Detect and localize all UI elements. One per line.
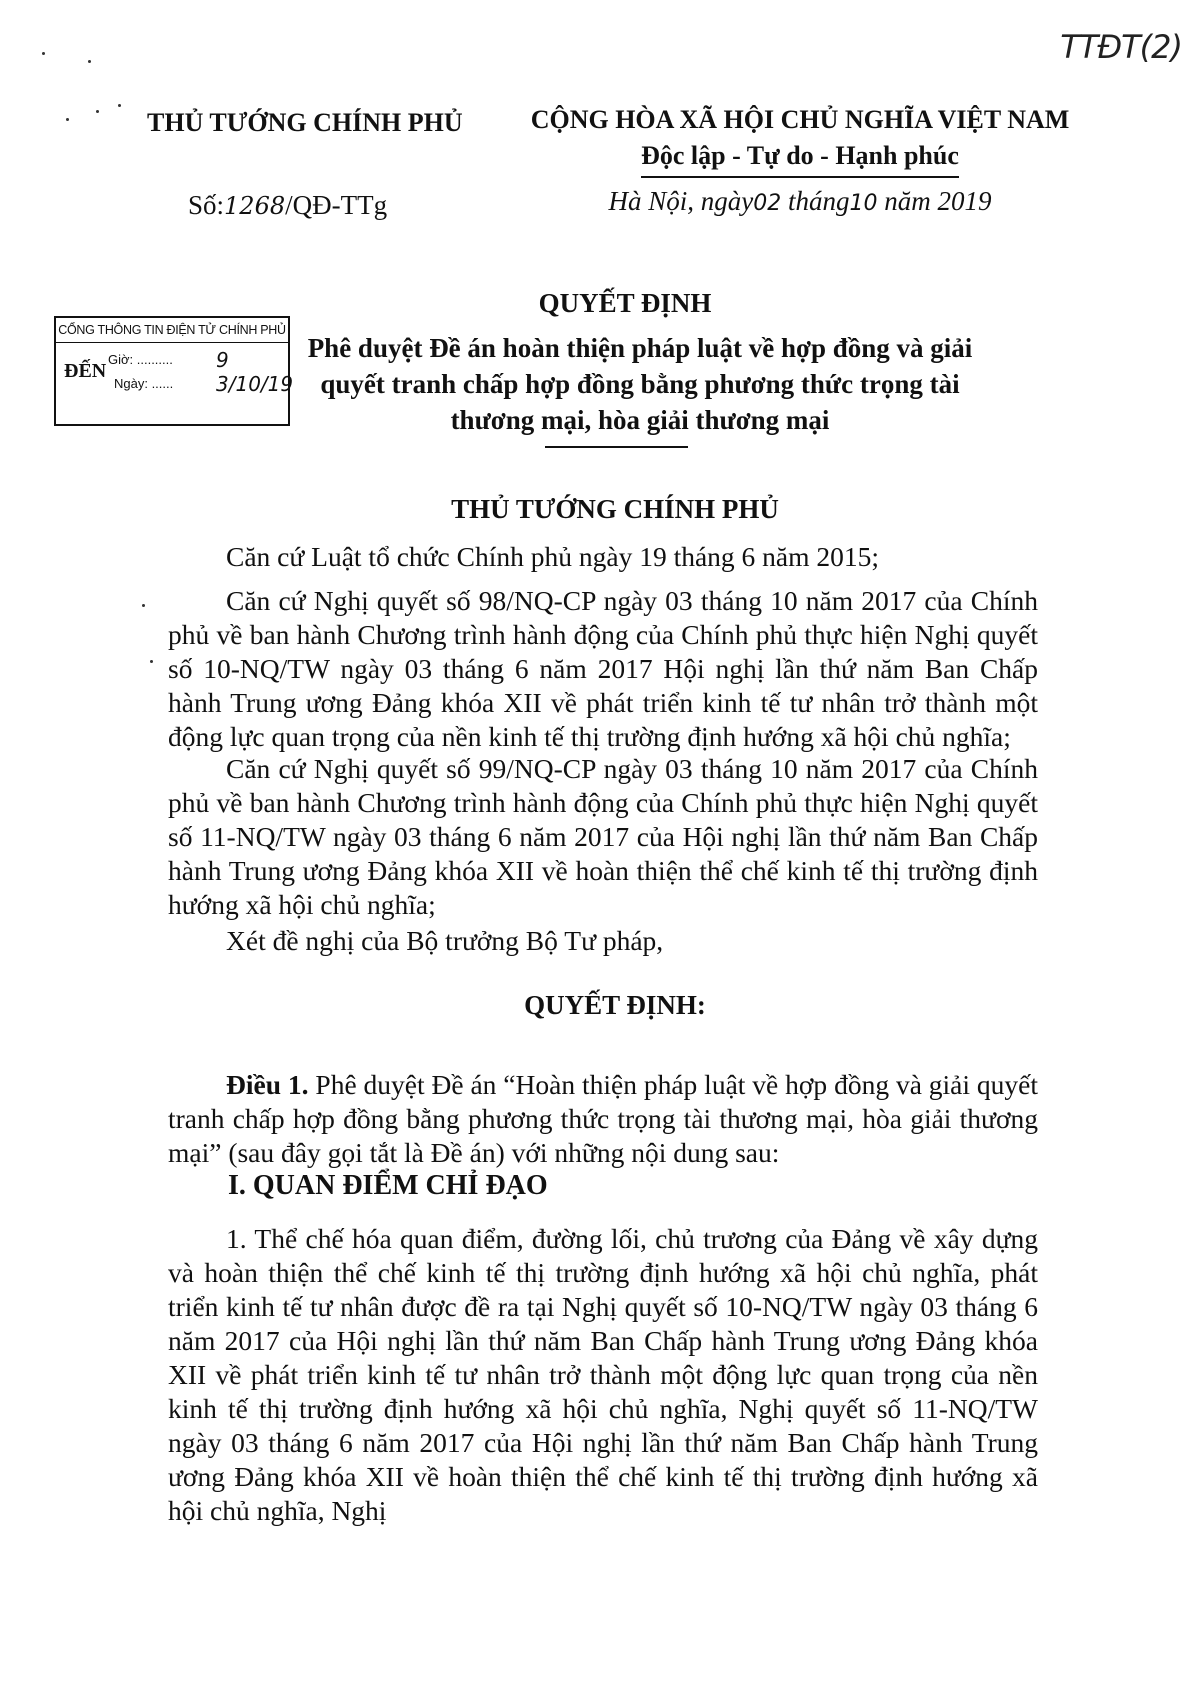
received-stamp (54, 316, 294, 426)
stamp-date-value: 3/10/19 (216, 372, 294, 396)
handwritten-corner-note: TTĐT(2) (1060, 28, 1182, 66)
basis-paragraph-1: Căn cứ Luật tổ chức Chính phủ ngày 19 tháng 6 năm 2015; (226, 541, 880, 572)
issuer-heading: THỦ TƯỚNG CHÍNH PHỦ (451, 494, 779, 524)
stamp-time-label: Giờ: .......... (108, 352, 173, 367)
section-1-heading: I. QUAN ĐIỂM CHỈ ĐẠO (228, 1170, 548, 1201)
country-name: CỘNG HÒA XÃ HỘI CHỦ NGHĨA VIỆT NAM (530, 105, 1070, 134)
stamp-time-value: 9 (216, 348, 229, 372)
decision-heading: QUYẾT ĐỊNH: (524, 990, 706, 1020)
national-heading (520, 102, 1080, 178)
article-1-text: Phê duyệt Đề án “Hoàn thiện pháp luật về hợp đồng và giải quyết tranh chấp hợp đồng bằng phương thức trọng tài thương mại, hòa giải thương mại” (sau đây gọi tắt là Đề án) với những nội dung sau: (168, 1069, 1039, 1168)
date-month-label: tháng (787, 186, 850, 216)
document-number (188, 190, 387, 221)
date-place: Hà Nội, ngày (608, 186, 754, 216)
doc-number-suffix: /QĐ-TTg (285, 190, 388, 220)
basis-paragraph-3: Căn cứ Nghị quyết số 99/NQ-CP ngày 03 tháng 10 năm 2017 của Chính phủ về ban hành Chương trình hành động của Chính phủ thực hiện Nghị quyết số 11-NQ/TW ngày 03 tháng 6 năm 2017 của Hội nghị lần thứ năm Ban Chấp hành Trung ương Đảng khóa XII về hoàn thiện thể chế kinh tế thị trường định hướng xã hội chủ nghĩa; (168, 753, 1038, 920)
article-1 (168, 1068, 1038, 1170)
issuing-agency: THỦ TƯỚNG CHÍNH PHỦ (147, 108, 463, 137)
date-line (590, 186, 1010, 217)
document-subtitle: Phê duyệt Đề án hoàn thiện pháp luật về hợp đồng và giải quyết tranh chấp hợp đồng bằng phương thức trọng tài thương mại, hòa giải thương mại (307, 333, 973, 435)
basis-paragraph-4: Xét đề nghị của Bộ trưởng Bộ Tư pháp, (226, 925, 664, 956)
stamp-den-label: ĐẾN (64, 360, 107, 382)
date-month: 10 (849, 191, 878, 216)
title-divider (545, 446, 688, 448)
section-1-paragraph-1: 1. Thể chế hóa quan điểm, đường lối, chủ trương của Đảng về xây dựng và hoàn thiện thể chế kinh tế thị trường định hướng xã hội chủ nghĩa, phát triển kinh tế tư nhân được đề ra tại Nghị quyết số 10-NQ/TW ngày 03 tháng 6 năm 2017 của Hội nghị lần thứ năm Ban Chấp hành Trung ương Đảng khóa XII về phát triển kinh tế tư nhân trở thành một động lực quan trọng của nền kinh tế thị trường định hướng xã hội chủ nghĩa, Nghị quyết số 11-NQ/TW ngày 03 tháng 6 năm 2017 của Hội nghị lần thứ năm Ban Chấp hành Trung ương Đảng khóa XII về hoàn thiện thể chế kinh tế thị trường định hướng xã hội chủ nghĩa, Nghị (168, 1223, 1038, 1526)
stamp-heading: CỔNG THÔNG TIN ĐIỆN TỬ CHÍNH PHỦ (56, 318, 288, 343)
stamp-date-label: Ngày: ...... (114, 376, 174, 391)
date-day: 02 (753, 191, 782, 216)
national-motto: Độc lập - Tự do - Hạnh phúc (641, 138, 959, 178)
document-title: QUYẾT ĐỊNH (538, 288, 712, 318)
doc-number-handwritten: 1268 (224, 192, 286, 220)
doc-number-prefix: Số: (188, 190, 225, 220)
article-1-lead: Điều 1. (226, 1069, 309, 1100)
date-year: năm 2019 (884, 186, 992, 216)
basis-paragraph-2: Căn cứ Nghị quyết số 98/NQ-CP ngày 03 tháng 10 năm 2017 của Chính phủ về ban hành Chương trình hành động của Chính phủ thực hiện Nghị quyết số 10-NQ/TW ngày 03 tháng 6 năm 2017 Hội nghị lần thứ năm Ban Chấp hành Trung ương Đảng khóa XII về phát triển kinh tế tư nhân trở thành một động lực quan trọng của nền kinh tế thị trường định hướng xã hội chủ nghĩa; (168, 585, 1038, 752)
